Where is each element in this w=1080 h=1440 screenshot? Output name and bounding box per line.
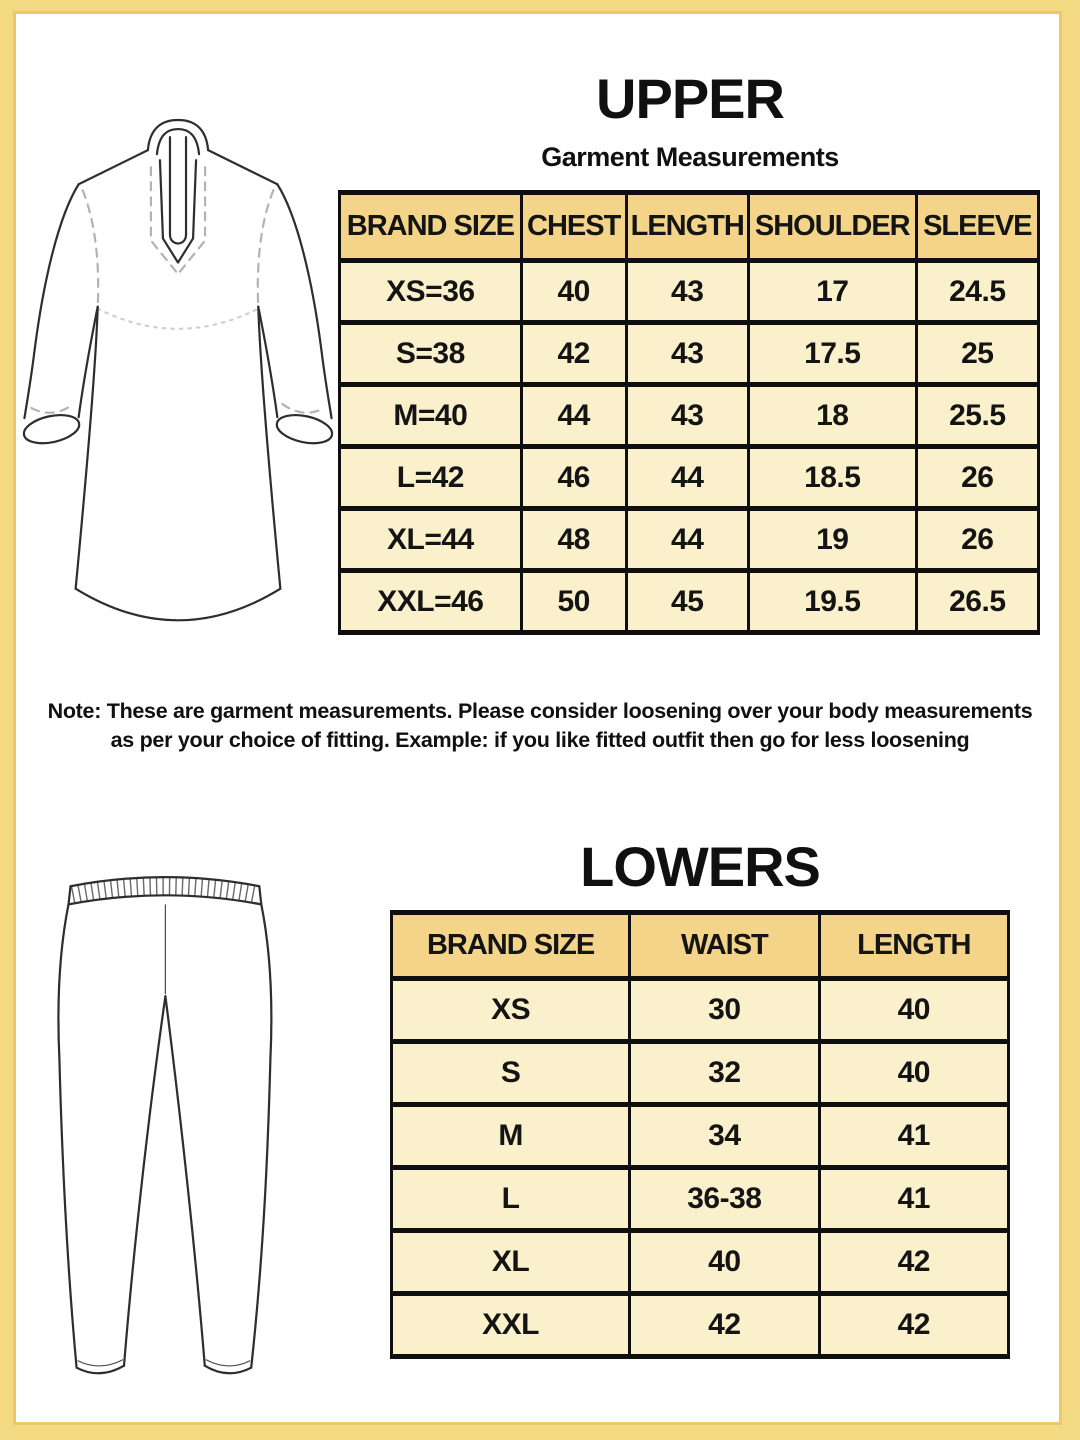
table-cell: 40 [819, 979, 1008, 1042]
kurta-line-drawing-svg [12, 110, 344, 672]
pants-hem-inner-lines [78, 1360, 251, 1366]
table-cell: 48 [521, 509, 626, 571]
table-row [392, 1042, 1009, 1105]
table-cell: 42 [819, 1231, 1008, 1294]
table-row [340, 571, 1039, 633]
upper-section-title: UPPER [596, 67, 784, 130]
table-cell: 46 [521, 447, 626, 509]
table-cell: XL=44 [340, 509, 522, 571]
table-cell: 17 [748, 261, 916, 323]
table-cell: L [392, 1168, 630, 1231]
table-cell: XXL [392, 1294, 630, 1357]
table-cell: 41 [819, 1168, 1008, 1231]
table-cell: 18.5 [748, 447, 916, 509]
table-cell: 18 [748, 385, 916, 447]
kurta-collar-outer [148, 120, 208, 150]
table-cell: 30 [630, 979, 819, 1042]
column-header-brand-size: BRAND SIZE [340, 193, 522, 261]
pants-inseam-left [124, 996, 165, 1365]
table-cell: 44 [521, 385, 626, 447]
table-row [392, 1168, 1009, 1231]
table-cell: 40 [630, 1231, 819, 1294]
table-cell: XXL=46 [340, 571, 522, 633]
column-header-length: LENGTH [626, 193, 748, 261]
table-cell: 24.5 [916, 261, 1038, 323]
pants-outer-right [251, 904, 271, 1367]
table-cell: 41 [819, 1105, 1008, 1168]
table-cell: S [392, 1042, 630, 1105]
table-cell: 19.5 [748, 571, 916, 633]
pants-waistband-ribs [73, 886, 258, 895]
kurta-cuff-dash-right [282, 404, 324, 413]
table-cell: 43 [626, 323, 748, 385]
kurta-hem [76, 589, 281, 621]
pants-hem-left [77, 1366, 124, 1374]
table-row [340, 509, 1039, 571]
note-line-2: as per your choice of fitting. Example: if you like fitted outfit then go for less loosening [110, 728, 970, 753]
table-cell: 43 [626, 385, 748, 447]
kurta-cuff-right [274, 411, 334, 448]
pants-hem-right [205, 1366, 251, 1374]
table-row [340, 447, 1039, 509]
table-cell: 25 [916, 323, 1038, 385]
leggings-line-drawing-svg [52, 862, 300, 1402]
lowers-section-title: LOWERS [580, 835, 820, 898]
table-cell: 42 [819, 1294, 1008, 1357]
table-cell: 42 [521, 323, 626, 385]
table-cell: 50 [521, 571, 626, 633]
table-cell: 19 [748, 509, 916, 571]
table-row [340, 385, 1039, 447]
kurta-cuff-dash-left [31, 404, 73, 413]
kurta-body-side-left [76, 307, 98, 589]
table-cell: 26 [916, 447, 1038, 509]
table-cell: M [392, 1105, 630, 1168]
table-cell: 34 [630, 1105, 819, 1168]
table-cell: 17.5 [748, 323, 916, 385]
table-row [392, 979, 1009, 1042]
kurta-sleeve-outer-left [24, 184, 78, 418]
table-row [340, 261, 1039, 323]
table-cell: 43 [626, 261, 748, 323]
kurta-armhole-dash-left [83, 190, 99, 306]
kurta-placket-dash-right [180, 167, 205, 271]
table-cell: 45 [626, 571, 748, 633]
table-row [392, 1105, 1009, 1168]
upper-size-table [338, 190, 1040, 635]
kurta-placket-outer [160, 160, 196, 262]
kurta-sleeve-outer-right [277, 184, 331, 418]
table-cell: XS=36 [340, 261, 522, 323]
kurta-collar-inner [157, 129, 199, 154]
table-cell: XL [392, 1231, 630, 1294]
table-cell: 25.5 [916, 385, 1038, 447]
kurta-placket-dash-left [151, 167, 176, 271]
kurta-shoulder-right [208, 150, 277, 184]
column-header-sleeve: SLEEVE [916, 193, 1038, 261]
measurement-note [40, 697, 1040, 755]
table-cell: 42 [630, 1294, 819, 1357]
table-cell: 36-38 [630, 1168, 819, 1231]
table-cell: 44 [626, 447, 748, 509]
table-cell: 32 [630, 1042, 819, 1105]
table-cell: 44 [626, 509, 748, 571]
pants-waistband-bottom [69, 895, 262, 904]
table-cell: S=38 [340, 323, 522, 385]
column-header-waist: WAIST [630, 913, 819, 979]
table-row [392, 1231, 1009, 1294]
table-cell: 26.5 [916, 571, 1038, 633]
column-header-chest: CHEST [521, 193, 626, 261]
note-line-1: Note: These are garment measurements. Please consider loosening over your body measurements [47, 699, 1033, 723]
kurta-chest-dots [98, 309, 259, 329]
table-cell: 26 [916, 509, 1038, 571]
table-row [392, 1294, 1009, 1357]
table-cell: 40 [521, 261, 626, 323]
kurta-shoulder-left [79, 150, 148, 184]
pants-inseam-right [165, 996, 204, 1365]
column-header-length: LENGTH [819, 913, 1008, 979]
kurta-armhole-dash-right [258, 190, 274, 306]
kurta-illustration [12, 110, 344, 672]
table-cell: 40 [819, 1042, 1008, 1105]
column-header-brand-size: BRAND SIZE [392, 913, 630, 979]
upper-header-row [340, 193, 1039, 261]
table-cell: L=42 [340, 447, 522, 509]
kurta-cuff-left [21, 411, 81, 448]
pants-illustration [52, 862, 300, 1402]
table-cell: M=40 [340, 385, 522, 447]
pants-waistband-top [71, 877, 260, 886]
lowers-size-table [390, 910, 1010, 1359]
kurta-body-side-right [258, 307, 280, 589]
pants-outer-left [58, 904, 76, 1367]
column-header-shoulder: SHOULDER [748, 193, 916, 261]
table-cell: XS [392, 979, 630, 1042]
upper-section-subtitle: Garment Measurements [541, 142, 839, 172]
lowers-header-row [392, 913, 1009, 979]
table-row [340, 323, 1039, 385]
kurta-placket-inner-strip [170, 137, 186, 243]
